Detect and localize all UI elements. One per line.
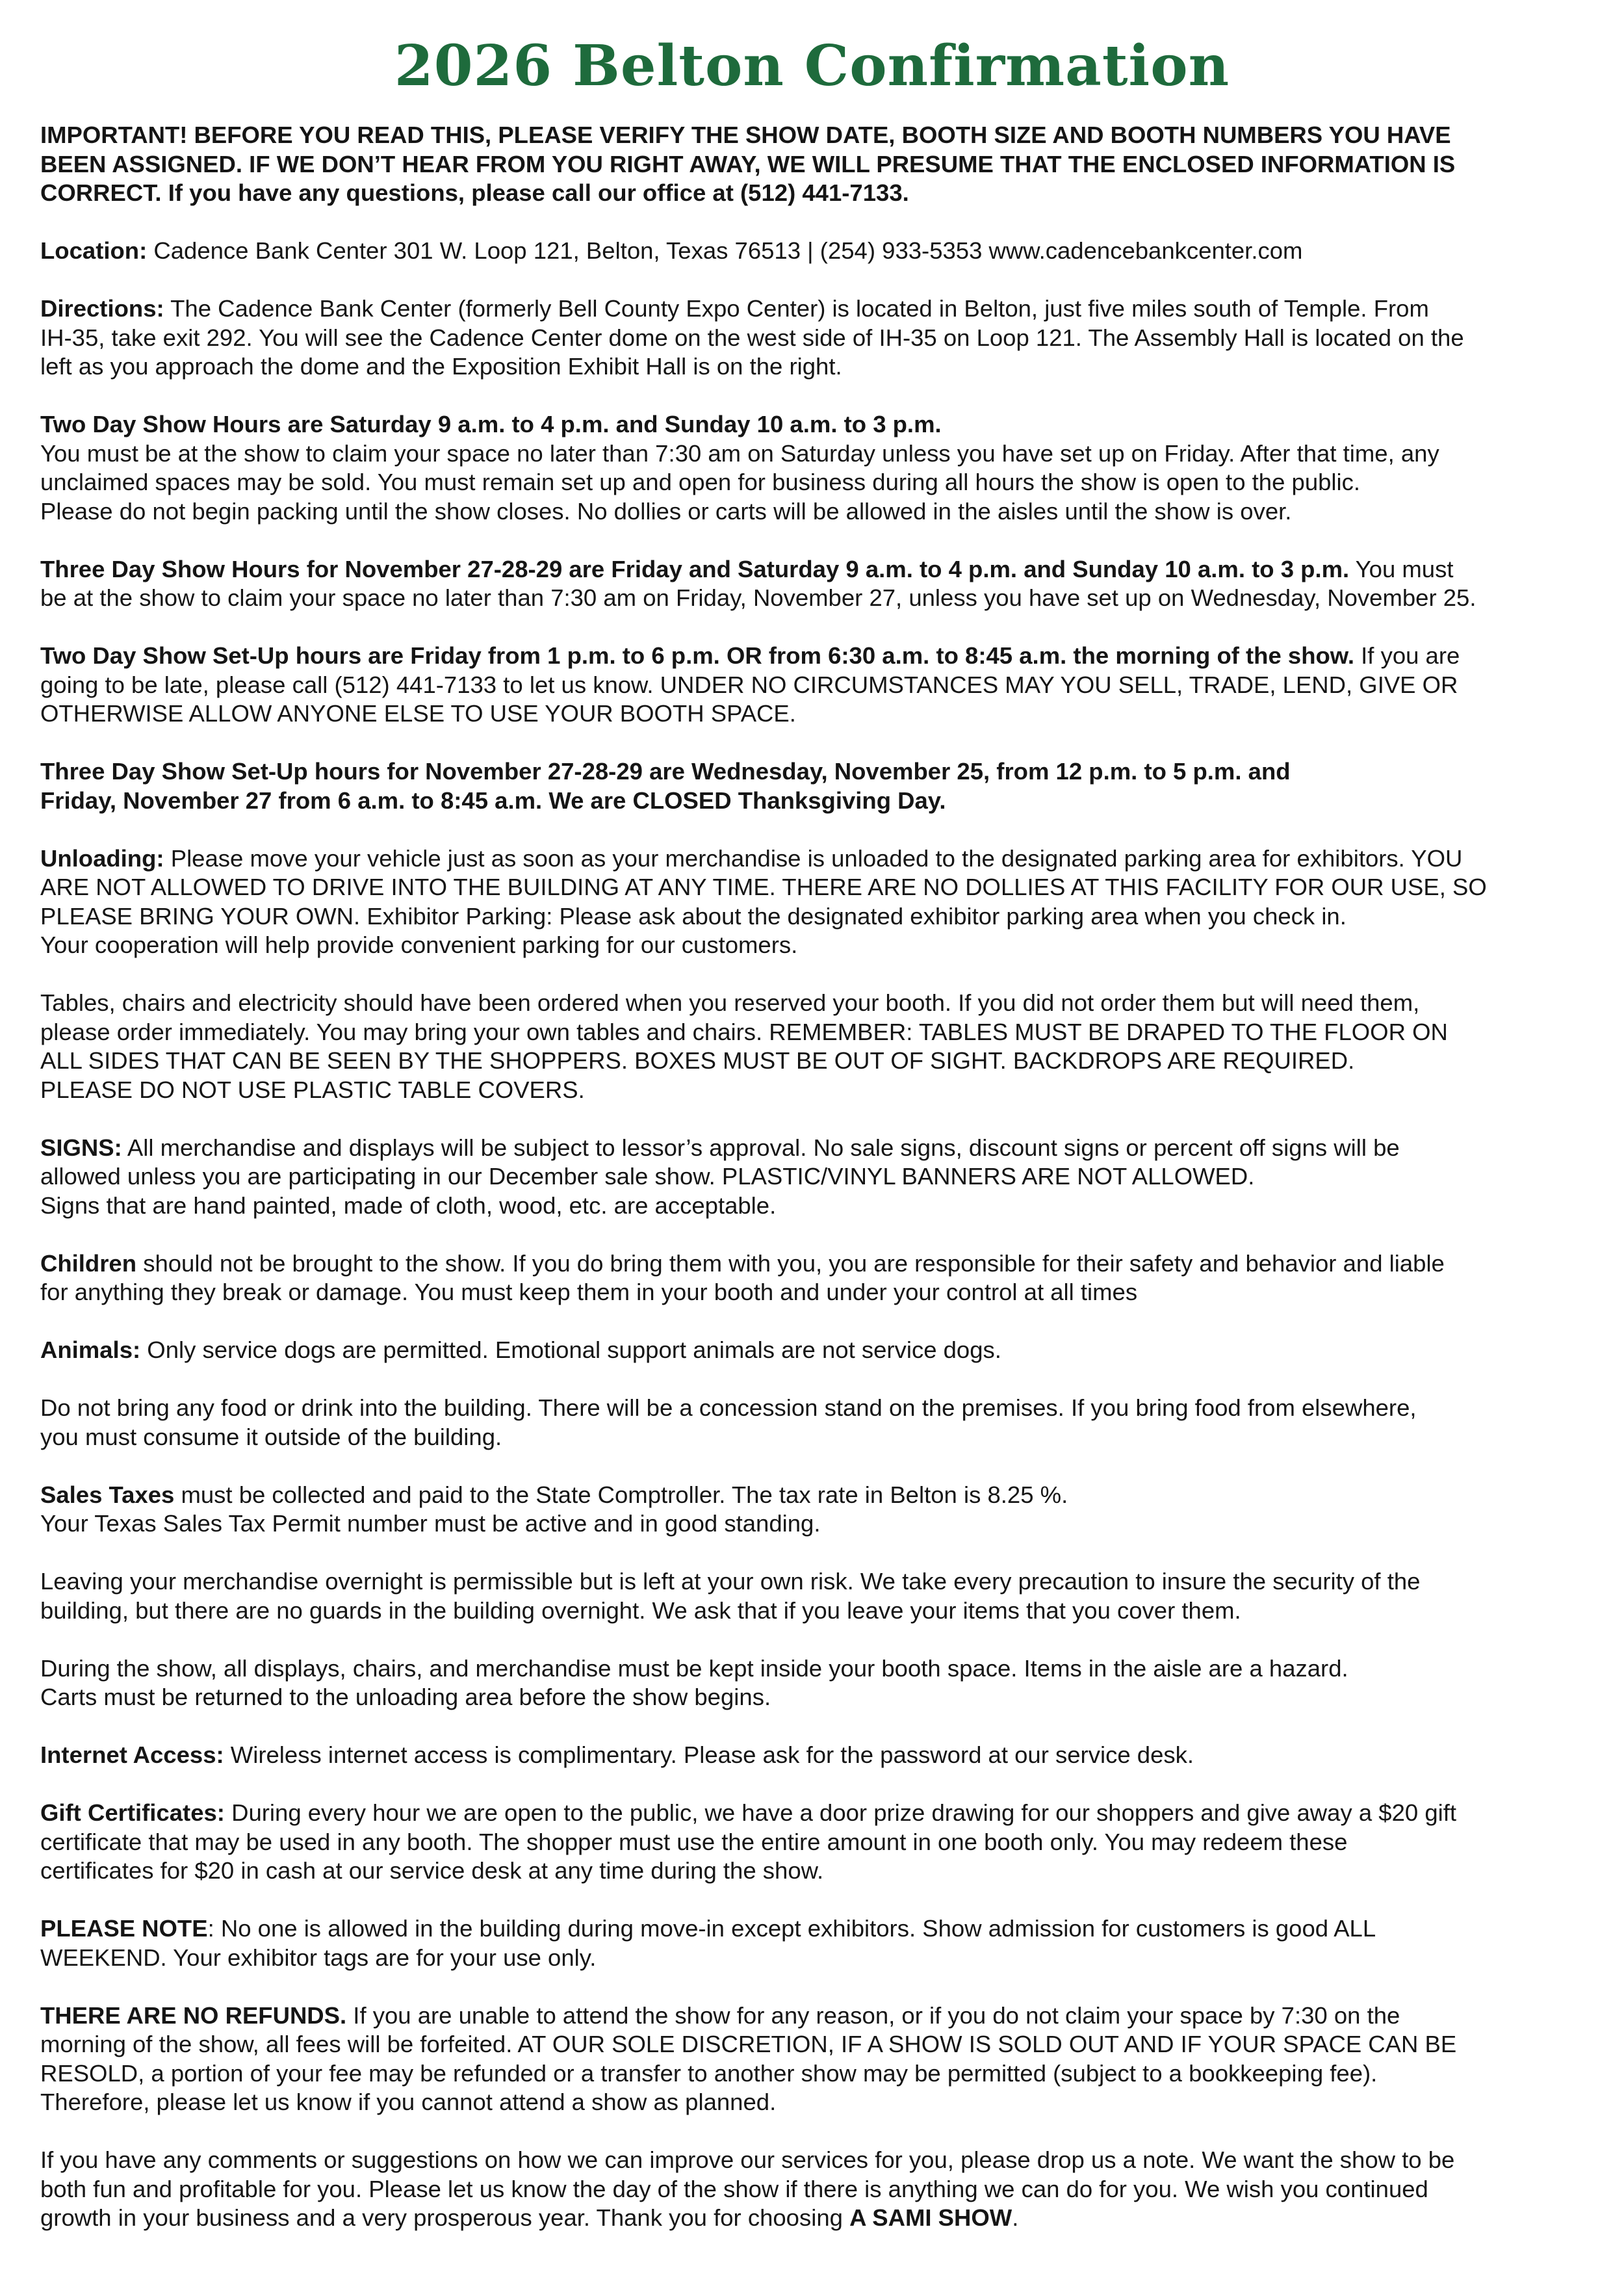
page-title: 2026 Belton Confirmation [394, 33, 1230, 99]
unloading-text: Your cooperation will help provide convenient parking for our customers. [40, 932, 798, 958]
gift-certificates-label: Gift Certificates: [40, 1799, 225, 1826]
directions-text: IH-35, take exit 292. You will see the Cadence Center dome on the west side of IH-35 on Loop 121. The Assembly Hall is located on the [40, 324, 1464, 351]
signs-text: All merchandise and displays will be subject to lessor’s approval. No sale signs, discount signs or percent off signs will be [122, 1134, 1400, 1161]
three-day-setup-section [40, 757, 1593, 815]
two-day-hours-section [40, 410, 1593, 526]
sales-taxes-section [40, 1481, 1593, 1539]
please-note-label: PLEASE NOTE [40, 1915, 208, 1942]
signs-text: allowed unless you are participating in our December sale show. PLASTIC/VINYL BANNERS ARE NOT ALLOWED. [40, 1163, 1255, 1190]
children-text: should not be brought to the show. If you do bring them with you, you are responsible for their safety and behavior and liable [136, 1249, 1445, 1277]
directions-text: The Cadence Bank Center (formerly Bell County Expo Center) is located in Belton, just five miles south of Temple. From [164, 295, 1429, 322]
directions-text: left as you approach the dome and the Exposition Exhibit Hall is on the right. [40, 353, 842, 380]
document-body [40, 121, 1593, 2261]
three-day-setup-text: Friday, November 27 from 6 a.m. to 8:45 a.m. We are CLOSED Thanksgiving Day. [40, 787, 946, 814]
no-refunds-section [40, 2001, 1593, 2117]
during-show-text: Carts must be returned to the unloading area before the show begins. [40, 1684, 771, 1710]
two-day-hours-text: You must be at the show to claim your space no later than 7:30 am on Saturday unless you have set up on Friday. After that time, any [40, 439, 1439, 467]
closing-text: both fun and profitable for you. Please let us know the day of the show if there is anything we can do for you. We wish you continued [40, 2175, 1428, 2202]
important-line: BEEN ASSIGNED. IF WE DON’T HEAR FROM YOU RIGHT AWAY, WE WILL PRESUME THAT THE ENCLOSED INFORMATION IS [40, 150, 1456, 177]
important-line: CORRECT. If you have any questions, please call our office at (512) 441-7133. [40, 179, 909, 206]
sales-taxes-text: must be collected and paid to the State Comptroller. The tax rate in Belton is 8.25 %. [174, 1481, 1068, 1508]
gift-certificates-text: certificates for $20 in cash at our service desk at any time during the show. [40, 1857, 824, 1884]
sales-taxes-text: Your Texas Sales Tax Permit number must be active and in good standing. [40, 1510, 821, 1537]
directions-section [40, 294, 1593, 382]
signs-text: Signs that are hand painted, made of cloth, wood, etc. are acceptable. [40, 1192, 777, 1219]
animals-label: Animals: [40, 1336, 141, 1363]
no-refunds-text: Therefore, please let us know if you cannot attend a show as planned. [40, 2089, 777, 2115]
two-day-setup-text: OTHERWISE ALLOW ANYONE ELSE TO USE YOUR BOOTH SPACE. [40, 700, 796, 727]
tables-text: PLEASE DO NOT USE PLASTIC TABLE COVERS. [40, 1076, 585, 1103]
no-refunds-text: If you are unable to attend the show for any reason, or if you do not claim your space by 7:30 on the [346, 2001, 1400, 2029]
directions-label: Directions: [40, 295, 164, 322]
no-refunds-text: morning of the show, all fees will be forfeited. AT OUR SOLE DISCRETION, IF A SHOW IS SOLD OUT AND IF YOUR SPACE CAN BE [40, 2031, 1457, 2057]
location-label: Location: [40, 237, 148, 264]
internet-section [40, 1741, 1593, 1770]
food-section [40, 1394, 1593, 1452]
gift-certificates-text: During every hour we are open to the public, we have a door prize drawing for our shoppers and give away a $20 gift [224, 1799, 1457, 1826]
no-refunds-text: RESOLD, a portion of your fee may be refunded or a transfer to another show may be permitted (subject to a bookkeeping fee). [40, 2059, 1378, 2087]
overnight-text: Leaving your merchandise overnight is permissible but is left at your own risk. We take every precaution to insure the security of the [40, 1568, 1421, 1595]
three-day-hours-text: be at the show to claim your space no later than 7:30 am on Friday, November 27, unless you have set up on Wednesday, November 25. [40, 584, 1476, 611]
tables-text: please order immediately. You may bring your own tables and chairs. REMEMBER: TABLES MUST BE DRAPED TO THE FLOOR ON [40, 1018, 1448, 1045]
two-day-hours-text: unclaimed spaces may be sold. You must remain set up and open for business during all hours the show is open to the public. [40, 469, 1361, 495]
gift-certificates-text: certificate that may be used in any booth. The shopper must use the entire amount in one booth only. You may redeem these [40, 1828, 1348, 1855]
important-notice [40, 121, 1593, 208]
location-section [40, 237, 1593, 266]
unloading-text: PLEASE BRING YOUR OWN. Exhibitor Parking: Please ask about the designated exhibitor parking area when you check in. [40, 902, 1347, 930]
internet-text: Wireless internet access is complimentary. Please ask for the password at our service desk. [224, 1741, 1194, 1768]
children-label: Children [40, 1249, 137, 1277]
during-show-section [40, 1654, 1593, 1712]
unloading-text: ARE NOT ALLOWED TO DRIVE INTO THE BUILDING AT ANY TIME. THERE ARE NO DOLLIES AT THIS FACILITY FOR OUR USE, SO [40, 874, 1487, 900]
overnight-text: building, but there are no guards in the building overnight. We ask that if you leave your items that you cover them. [40, 1597, 1241, 1624]
three-day-hours-heading: Three Day Show Hours for November 27-28-29 are Friday and Saturday 9 a.m. to 4 p.m. and Sunday 10 a.m. to 3 p.m. [40, 555, 1350, 582]
location-text: Cadence Bank Center 301 W. Loop 121, Belton, Texas 76513 | (254) 933-5353 www.cadencebankcenter.com [147, 237, 1303, 264]
sales-taxes-label: Sales Taxes [40, 1481, 175, 1508]
unloading-section [40, 844, 1593, 960]
internet-label: Internet Access: [40, 1741, 224, 1768]
no-refunds-label: THERE ARE NO REFUNDS. [40, 2001, 347, 2029]
signs-section [40, 1134, 1593, 1221]
please-note-text: : No one is allowed in the building during move-in except exhibitors. Show admission for customers is good ALL [207, 1915, 1376, 1942]
three-day-hours-section [40, 555, 1593, 613]
tables-text: Tables, chairs and electricity should have been ordered when you reserved your booth. If you did not order them but will need them, [40, 989, 1420, 1016]
tables-section [40, 989, 1593, 1104]
two-day-hours-text: Please do not begin packing until the show closes. No dollies or carts will be allowed in the aisles until the show is over. [40, 497, 1292, 525]
children-section [40, 1249, 1593, 1307]
unloading-label: Unloading: [40, 844, 164, 872]
three-day-setup-text: Three Day Show Set-Up hours for November 27-28-29 are Wednesday, November 25, from 12 p.m. to 5 p.m. and [40, 758, 1291, 785]
important-line: IMPORTANT! BEFORE YOU READ THIS, PLEASE VERIFY THE SHOW DATE, BOOTH SIZE AND BOOTH NUMBERS YOU HAVE [40, 122, 1451, 148]
overnight-section [40, 1567, 1593, 1625]
please-note-text: WEEKEND. Your exhibitor tags are for your use only. [40, 1944, 597, 1971]
three-day-hours-text: You must [1349, 555, 1454, 582]
two-day-setup-text: going to be late, please call (512) 441-7133 to let us know. UNDER NO CIRCUMSTANCES MAY YOU SELL, TRADE, LEND, GIVE OR [40, 671, 1458, 698]
two-day-hours-heading: Two Day Show Hours are Saturday 9 a.m. to 4 p.m. and Sunday 10 a.m. to 3 p.m. [40, 411, 942, 437]
two-day-setup-section [40, 642, 1593, 729]
tables-text: ALL SIDES THAT CAN BE SEEN BY THE SHOPPERS. BOXES MUST BE OUT OF SIGHT. BACKDROPS ARE REQUIRED. [40, 1047, 1355, 1074]
food-text: you must consume it outside of the building. [40, 1423, 502, 1450]
animals-text: Only service dogs are permitted. Emotional support animals are not service dogs. [140, 1336, 1001, 1363]
food-text: Do not bring any food or drink into the building. There will be a concession stand on the premises. If you bring food from elsewhere, [40, 1394, 1417, 1421]
during-show-text: During the show, all displays, chairs, and merchandise must be kept inside your booth space. Items in the aisle are a hazard. [40, 1654, 1348, 1682]
children-text: for anything they break or damage. You must keep them in your booth and under your control at all times [40, 1279, 1138, 1305]
two-day-setup-text: If you are [1354, 642, 1460, 669]
closing-period: . [1012, 2204, 1019, 2231]
unloading-text: Please move your vehicle just as soon as your merchandise is unloaded to the designated parking area for exhibitors. YOU [164, 844, 1463, 872]
animals-section [40, 1336, 1593, 1365]
closing-text: If you have any comments or suggestions on how we can improve our services for you, please drop us a note. We want the show to be [40, 2146, 1455, 2173]
please-note-section [40, 1914, 1593, 1972]
signs-label: SIGNS: [40, 1134, 122, 1161]
brand-name: A SAMI SHOW [849, 2204, 1012, 2231]
two-day-setup-heading: Two Day Show Set-Up hours are Friday from 1 p.m. to 6 p.m. OR from 6:30 a.m. to 8:45 a.m. the morning of the show. [40, 642, 1354, 669]
closing-section [40, 2146, 1593, 2233]
gift-certificates-section [40, 1799, 1593, 1886]
closing-text: growth in your business and a very prosperous year. Thank you for choosing [40, 2204, 850, 2231]
